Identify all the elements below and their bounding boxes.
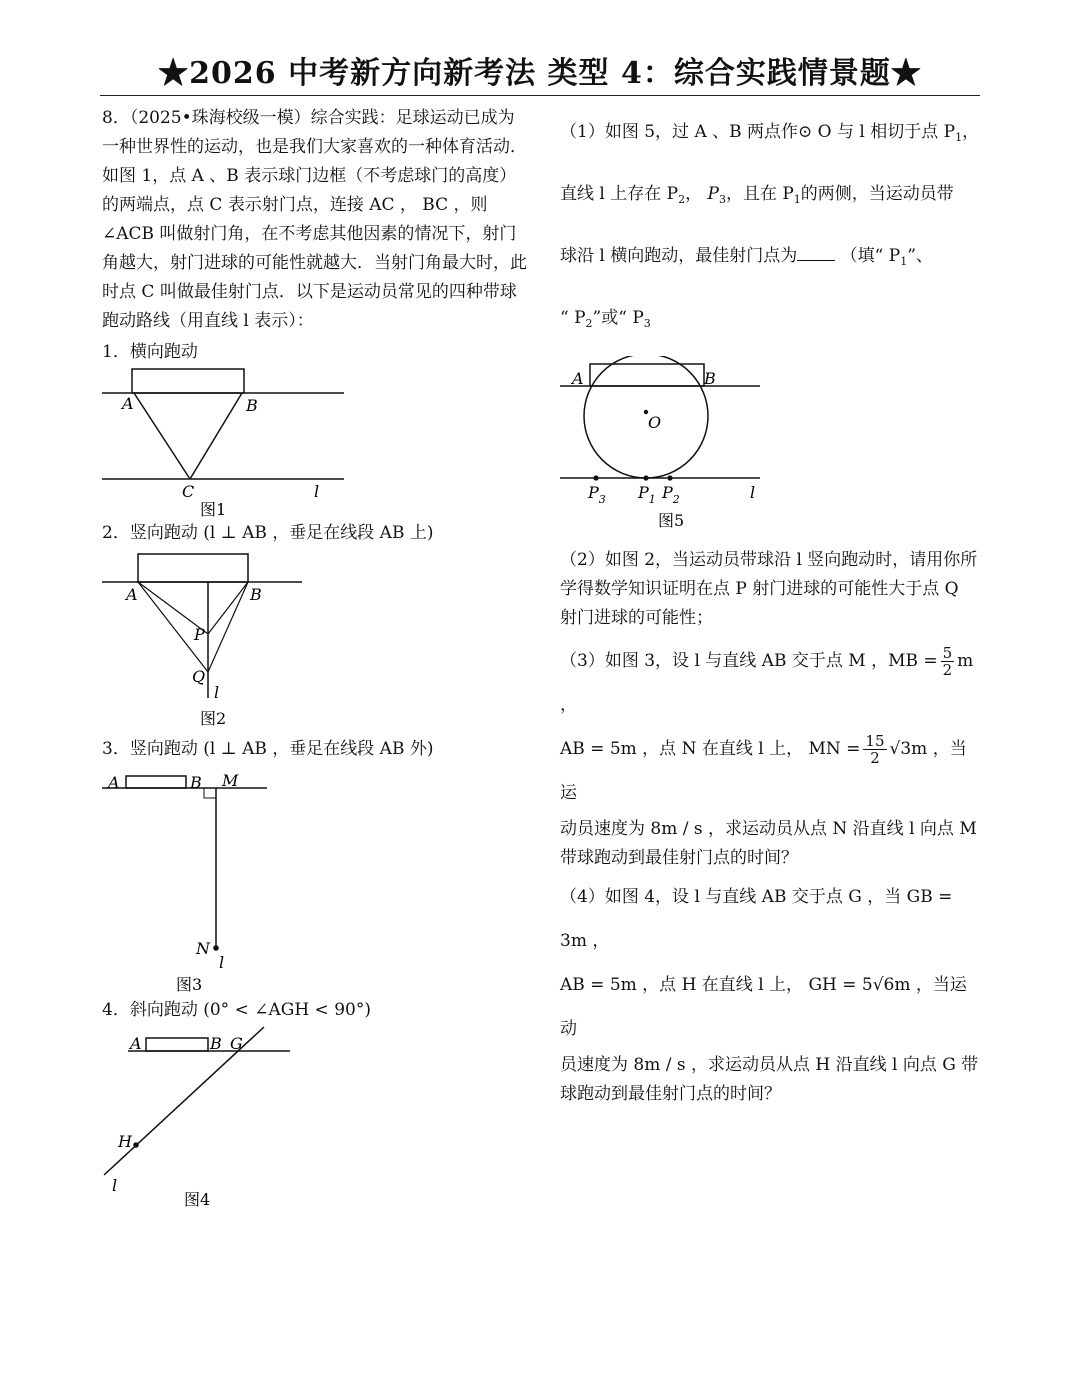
label-c: C bbox=[182, 482, 195, 501]
label-h: H bbox=[118, 1132, 132, 1151]
item-1-label: 1．横向跑动 bbox=[102, 342, 198, 362]
label-a: A bbox=[572, 369, 584, 388]
label-b: B bbox=[246, 396, 258, 415]
point-n bbox=[213, 945, 219, 951]
figure-2 bbox=[102, 548, 362, 733]
question-3 bbox=[560, 639, 980, 815]
label-l: l bbox=[219, 953, 225, 972]
label-l: l bbox=[112, 1176, 118, 1195]
point-p2 bbox=[667, 475, 672, 480]
q3-text-c: √3m ，当运 bbox=[560, 739, 967, 803]
label-a: A bbox=[122, 394, 134, 413]
left-column bbox=[102, 104, 527, 1225]
fraction: $\frac{15}{2}$ bbox=[865, 732, 885, 767]
goal-box bbox=[146, 1038, 208, 1051]
label-a: A bbox=[126, 585, 138, 604]
q1-text-c: ，且在 P bbox=[725, 184, 794, 204]
line-ac bbox=[134, 393, 190, 479]
subscript: 1 bbox=[793, 193, 801, 206]
question-2: （2）如图 2，当运动员带球沿 l 竖向跑动时，请用你所学得数学知识证明在点 P 射门进球的可能性大于点 Q 射门进球的可能性； bbox=[560, 550, 978, 628]
problem-intro: 8．（2025•珠海校级一模）综合实践：足球运动已成为一种世界性的运动，也是我们大家喜欢的一种体育活动．如图 1，点 A 、B 表示球门边框（不考虑球门的高度）的两端点，点 C 表示射门点，连接 AC ， BC ，则 ∠ACB 叫做射门角，在不考虑其他因素的情况下，射门角越大，射门进球的可能性就越大．当射门角最大时，此时点 C 叫做最佳射门点．以下是运动员常见的四种带球跑动路线（用直线 l 表示）： bbox=[102, 108, 527, 331]
right-column bbox=[560, 104, 980, 1109]
label-a: A bbox=[108, 773, 120, 792]
question-4 bbox=[560, 875, 980, 1051]
label-p: P bbox=[194, 625, 205, 644]
question-3-cont: 动员速度为 8m / s ，求运动员从点 N 沿直线 l 向点 M 带球跑动到最佳射门点的时间？ bbox=[560, 819, 977, 868]
subscript: 2 bbox=[678, 193, 686, 206]
page-title: ★2026 中考新方向新考法 类型 4：综合实践情景题★ bbox=[158, 56, 922, 91]
figure-4-caption: 图4 bbox=[184, 1190, 211, 1209]
q1-text-h: “ P bbox=[560, 308, 586, 328]
fraction: $\frac{5}{2}$ bbox=[942, 644, 953, 679]
figure-5 bbox=[560, 356, 820, 546]
point-h bbox=[133, 1142, 139, 1148]
label-o: O bbox=[648, 413, 662, 432]
label-b: B bbox=[250, 585, 262, 604]
q1-text-i: ”或“ P bbox=[592, 308, 644, 328]
label-l: l bbox=[214, 683, 220, 702]
subscript: 2 bbox=[585, 317, 593, 330]
subscript: 1 bbox=[955, 131, 963, 144]
subscript: 1 bbox=[900, 255, 908, 268]
label-a: A bbox=[130, 1034, 142, 1053]
right-angle-mark bbox=[204, 788, 216, 798]
goal-box bbox=[126, 776, 186, 788]
figure-3-caption: 图3 bbox=[176, 975, 203, 994]
q4-text-a: （4）如图 4，设 l 与直线 AB 交于点 G ，当 GB = 3m ， bbox=[560, 887, 953, 951]
circle-o bbox=[584, 356, 708, 478]
label-g: G bbox=[230, 1034, 243, 1053]
question-1: （1）如图 5，过 A 、B 两点作⊙ O 与 l 相切于点 $P_1$， 直线 l 上存在 $P_2$， $P_3$，且在 $P_1$的两侧，当运动员带 球沿 l 横向跑动，最佳射门点为 （填“ $P_1$”、 “ $P_2$”或“ $P_3$ bbox=[560, 122, 980, 330]
figure-1 bbox=[102, 367, 362, 517]
question-4-cont: 员速度为 8m / s ，求运动员从点 H 沿直线 l 向点 G 带球跑动到最佳射门点的时间？ bbox=[560, 1055, 979, 1104]
q3-text-a: （3）如图 3，设 l 与直线 AB 交于点 M ，MB = bbox=[560, 651, 938, 671]
label-l: l bbox=[314, 482, 320, 501]
q3-text-b: AB = 5m ，点 N 在直线 l 上， MN = bbox=[560, 739, 861, 759]
q1-text-g: ”、 bbox=[907, 246, 933, 266]
figure-4 bbox=[102, 1025, 362, 1225]
goal-box bbox=[132, 369, 244, 393]
label-p3: $P_3$ bbox=[588, 483, 606, 506]
figure-2-caption: 图2 bbox=[200, 709, 227, 728]
q3-unit: m ， bbox=[560, 651, 974, 715]
line-bc bbox=[190, 393, 242, 479]
label-b: B bbox=[210, 1034, 222, 1053]
subscript: 3 bbox=[718, 193, 726, 206]
point-p3 bbox=[593, 475, 598, 480]
figure-3 bbox=[102, 764, 362, 994]
label-b: B bbox=[704, 369, 716, 388]
point-p1 bbox=[643, 475, 648, 480]
q1-text-e: 球沿 l 横向跑动，最佳射门点为 bbox=[560, 246, 798, 266]
goal-box bbox=[138, 554, 248, 582]
q4-text-b: AB = 5m ，点 H 在直线 l 上， GH = 5√6m ，当运动 bbox=[560, 975, 967, 1039]
label-p1: $P_1$ bbox=[638, 483, 656, 506]
q1-text-f: （填“ P bbox=[840, 246, 901, 266]
label-l: l bbox=[750, 483, 756, 502]
item-4-label: 4．斜向跑动 (0° < ∠AGH < 90°) bbox=[102, 1000, 371, 1020]
label-m: M bbox=[222, 771, 239, 790]
subscript: 3 bbox=[643, 317, 651, 330]
figure-1-caption: 图1 bbox=[200, 500, 227, 517]
title-rule bbox=[100, 95, 980, 96]
answer-blank[interactable] bbox=[797, 242, 835, 261]
label-b: B bbox=[190, 773, 202, 792]
label-p2: $P_2$ bbox=[662, 483, 680, 506]
figure-5-caption: 图5 bbox=[658, 511, 685, 530]
item-2-label: 2．竖向跑动 (l ⊥ AB ，垂足在线段 AB 上) bbox=[102, 523, 434, 543]
q1-text-b: 直线 l 上存在 P bbox=[560, 184, 679, 204]
label-q: Q bbox=[192, 667, 206, 686]
q1-text-d: 的两侧，当运动员带 bbox=[800, 184, 954, 204]
item-3-label: 3．竖向跑动 (l ⊥ AB ，垂足在线段 AB 外) bbox=[102, 739, 434, 759]
label-n: N bbox=[196, 939, 210, 958]
q1-text-a: （1）如图 5，过 A 、B 两点作⊙ O 与 l 相切于点 P bbox=[560, 122, 956, 142]
